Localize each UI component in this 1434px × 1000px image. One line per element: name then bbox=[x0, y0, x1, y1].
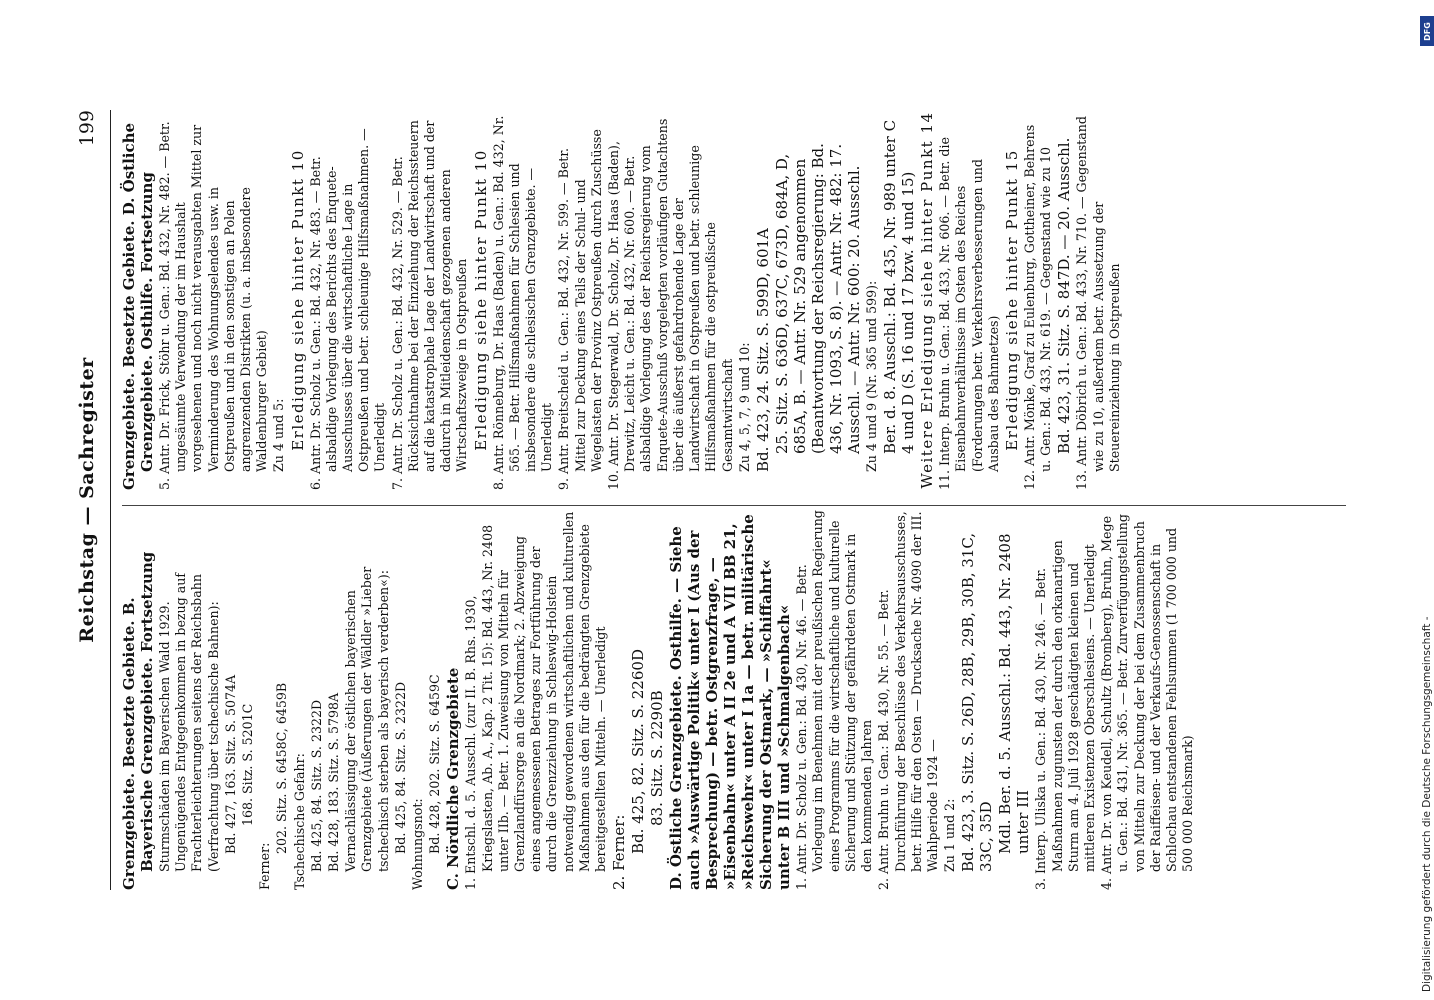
entry-paragraph: 1. Antr. Dr. Scholz u. Gen.: Bd. 430, Nr. 46. — Betr. Vorlegung im Benehmen mit der preußischen Regierung eines Programms für die wirtschaftliche und kulturelle Sicherung und Stützung der gefährdeten Ostmark in den kommenden Jahren bbox=[794, 510, 875, 890]
page-header bbox=[76, 110, 104, 890]
entry-paragraph: Mdl. Ber. d. 5. Ausschl.: Bd. 443, Nr. 2408 unter III bbox=[996, 533, 1033, 854]
entry-paragraph: 4. Antr. Dr. von Keudell, Schultz (Bromberg), Bruhn, Mege u. Gen.: Bd. 431, Nr. 365. — Betr. Zurverfügungstellung von Mitteln zur Deckung der bei dem Zusammenbruch der Raiffeisen- und der Verkaufs-Genossenschaft in Schlochau entstandenen Fehlsummen (1 700 000 und 500 000 Reichsmark) bbox=[1099, 514, 1196, 890]
entry-paragraph: Ber. d. 8. Ausschl.: Bd. 435, Nr. 989 unter C 4 und D (S. 16 und 17 bzw. 4 und 15) bbox=[881, 119, 918, 454]
column-divider bbox=[122, 505, 1346, 506]
entry-paragraph: Bd. 423, 24. Sitz. S. 599D, 601A bbox=[753, 228, 772, 472]
entry-paragraph: 9. Antr. Breitscheid u. Gen.: Bd. 432, Nr. 599. — Betr. Mittel zur Deckung eines Teils der Schul- und Wegelasten der Provinz Ostpreußen durch Zuschüsse bbox=[556, 129, 604, 490]
entry-paragraph: Bd. 427, 163. Sitz. S. 5074A bbox=[222, 674, 238, 854]
entry-paragraph: 3. Interp. Uliska u. Gen.: Bd. 430, Nr. 246. — Betr. Maßnahmen zugunsten der durch den orkanartigen Sturm am 4. Juli 1928 geschädigten kleinen und mittleren Existenzen Oberschlesiens. — Unerledigt bbox=[1033, 540, 1097, 890]
dfg-watermark bbox=[1418, 8, 1434, 992]
entry-paragraph: Vernachlässigung der östlichen bayerischen Grenzgebiete (Äußerungen der Wäldler »Lieber tschechisch sterben als bayerisch verderben«): bbox=[343, 566, 391, 872]
entry-paragraph: 12. Antr. Mönke, Graf zu Eulenburg, Gottheiner, Behrens u. Gen.: Bd. 433, Nr. 619. — Gegenstand wie zu 10 bbox=[1021, 124, 1054, 490]
entry-paragraph: Bd. 423, 3. Sitz. S. 26D, 28B, 29B, 30B, 31C, 33C, 35D bbox=[959, 532, 996, 872]
entry-paragraph: Bd. 428, 183. Sitz. S. 5798A bbox=[326, 692, 342, 872]
entry-paragraph: Tschechische Gefahr: bbox=[291, 753, 307, 890]
entry-paragraph: Ferner: bbox=[257, 842, 273, 890]
header-rule bbox=[110, 110, 111, 890]
entry-paragraph: Erledigung siehe hinter Punkt 10 bbox=[471, 149, 490, 451]
entry-paragraph: Erledigung siehe hinter Punkt 10 bbox=[288, 149, 307, 451]
entry-paragraph: 168. Sitz. S. 5201C bbox=[240, 703, 256, 826]
entry-paragraph: Bd. 425, 84. Sitz. S. 2322D bbox=[308, 699, 324, 872]
entry-paragraph: 2. Ferner: bbox=[610, 814, 629, 890]
entry-paragraph: Zu 4, 5, 7, 9 und 10: bbox=[736, 342, 752, 472]
entry-paragraph: 6. Antr. Dr. Scholz u. Gen.: Bd. 432, Nr. 483. — Betr. alsbaldige Vorlegung des Berichts des Enquete-Ausschusses über die wirtschaftliche Lage in Ostpreußen und betr. schleunige Hilfsmaßnahmen. — Unerledigt bbox=[307, 128, 388, 490]
entry-paragraph: Erledigung siehe hinter Punkt 15 bbox=[1002, 149, 1021, 451]
entry-paragraph: Weitere Erledigung siehe hinter Punkt 14 bbox=[918, 111, 937, 489]
page-number: 199 bbox=[76, 110, 98, 147]
entry-paragraph: 83. Sitz. S. 2290B bbox=[648, 690, 667, 826]
entry-paragraph: Sturmschäden im Bayerischen Wald 1929. Ungenügendes Entgegenkommen in bezug auf Frachterleichterungen seitens der Reichsbahn (Verfrachtung über tschechische Bahnen): bbox=[157, 573, 221, 872]
entry-paragraph: 202. Sitz. S. 6458C, 6459B bbox=[274, 682, 290, 854]
entry-paragraph: Bd. 425, 84. Sitz. S. 2322D bbox=[392, 681, 408, 854]
running-title: Reichstag — Sachregister bbox=[76, 357, 98, 643]
entry-paragraph: D. Östliche Grenzgebiete. Osthilfe. — Siehe auch »Auswärtige Politik« unter I (Aus der Besprechung) — betr. Ostgrenzfrage, — »Eisenbahn« unter A II 2e und A VII BB 21, »Reichswehr« unter I 1a — betr. militärische Sicherung der Ostmark, — »Schiffahrt« unter B III und »Schmalgenbach« bbox=[667, 514, 794, 890]
right-column bbox=[120, 110, 1356, 490]
entry-paragraph: 11. Interp. Bruhn u. Gen.: Bd. 433, Nr. 606. — Betr. die Eisenbahnverhältnisse im Osten des Reiches (Forderungen betr. Verkehrsverbesserungen und Ausbau des Bahnnetzes) bbox=[937, 137, 1001, 490]
entry-paragraph: 7. Antr. Dr. Scholz u. Gen.: Bd. 432, Nr. 529. — Betr. Rücksichtnahme bei der Einziehung der Reichssteuern auf die katastrophale Lage der Landwirtschaft und der dadurch in Mitleidenschaft gezogenen anderen Wirtschaftszweige in Ostpreußen bbox=[389, 120, 470, 490]
entry-paragraph: 10. Antr. Dr. Stegerwald, Dr. Scholz, Dr. Haas (Baden), Drewitz, Leicht u. Gen.: Bd. 432, Nr. 600. — Betr. alsbaldige Vorlegung des der Reichsregierung vom Enquete-Ausschuß vorgelegten vorläufigen Gutachtens über die äußerst gefahrdrohende Lage der Landwirtschaft in Ostpreußen und betr. schleunige Hilfsmaßnahmen für die ostpreußische Gesamtwirtschaft bbox=[606, 118, 735, 490]
dfg-logo-text: DFG bbox=[1422, 21, 1432, 41]
entry-paragraph: Wohnungsnot: bbox=[410, 798, 426, 890]
entry-paragraph: 25. Sitz. S. 636D, 637C, 673D, 684A, D, 685A, B. — Antr. Nr. 529 angenommen (Beantwortung der Reichsregierung: Bd. 436, Nr. 1093, S. 8). — Antr. Nr. 482: 17. Ausschl. — Antr. Nr. 600: 20. Ausschl. bbox=[772, 143, 863, 454]
entry-paragraph: Bd. 428, 202. Sitz. S. 6459C bbox=[427, 674, 443, 854]
entry-paragraph: Zu 1 und 2: bbox=[942, 798, 958, 872]
entry-paragraph: Grenzgebiete. Besetzte Gebiete. D. Östliche Grenzgebiete. Osthilfe. Fortsetzung bbox=[120, 122, 156, 490]
entry-paragraph: 1. Entschl. d. 5. Ausschl. (zur II. B. Rhs. 1930, Kriegslasten, Ab. A., Kap. 2 Tit. 15): Bd. 443, Nr. 2408 unter IIb. — Betr. 1. Zuweisung von Mitteln für Grenzlandfürsorge an die Nordmark; 2. Abzweigung eines angemessenen Betrages zur Fortführung der durch die Grenzziehung in Schleswig-Holstein notwendig gewordenen wirtschaftlichen und kulturellen Maßnahmen aus den für die bedrängten Grenzgebiete bereitgestellten Mitteln. — Unerledigt bbox=[463, 511, 609, 890]
entry-paragraph: 5. Antr. Dr. Frick, Stöhr u. Gen.: Bd. 432, Nr. 482. — Betr. ungesäumte Verwendung der im Haushalt vorgesehenen und noch nicht verausgabten Mittel zur Verminderung des Wohnungselendes usw. in Ostpreußen und in den sonstigen an Polen angrenzenden Distrikten (u. a. insbesondere Waldenburger Gebiet) bbox=[157, 121, 270, 490]
dfg-logo bbox=[1420, 16, 1434, 46]
left-column bbox=[120, 510, 1356, 890]
entry-paragraph: Bd. 423, 31. Sitz. S. 847D. — 20. Ausschl. bbox=[1055, 137, 1074, 454]
entry-paragraph: Zu 4 und 9 (Nr. 365 und 599): bbox=[863, 280, 879, 472]
entry-paragraph: C. Nördliche Grenzgebiete bbox=[444, 667, 463, 890]
dfg-watermark-text: Digitalisierung gefördert durch die Deutsche Forschungsgemeinschaft - bbox=[1421, 616, 1433, 992]
entry-paragraph: 8. Antr. Rönneburg, Dr. Haas (Baden) u. Gen.: Bd. 432, Nr. 565. — Betr. Hilfsmaßnahmen für Schlesien und insbesondere die schlesischen Grenzgebiete. — Unerledigt bbox=[490, 115, 555, 490]
entry-paragraph: Grenzgebiete. Besetzte Gebiete. B. Bayerische Grenzgebiete. Fortsetzung bbox=[120, 551, 156, 890]
rotated-page bbox=[66, 80, 1366, 920]
entry-paragraph: 2. Antr. Bruhn u. Gen.: Bd. 430, Nr. 55. — Betr. Durchführung der Beschlüsse des Verkehrsausschusses, betr. Hilfe für den Osten — Drucksache Nr. 4090 der III. Wahlperiode 1924 — bbox=[876, 511, 940, 890]
entry-paragraph: Zu 4 und 5: bbox=[271, 398, 287, 472]
entry-paragraph: Bd. 425, 82. Sitz. S. 2260D bbox=[629, 649, 648, 854]
entry-paragraph: 13. Antr. Döbrich u. Gen.: Bd. 433, Nr. 710. — Gegenstand wie zu 10, außerdem betr. Aussetzung der Steuereinziehung in Ostpreußen bbox=[1074, 116, 1122, 490]
